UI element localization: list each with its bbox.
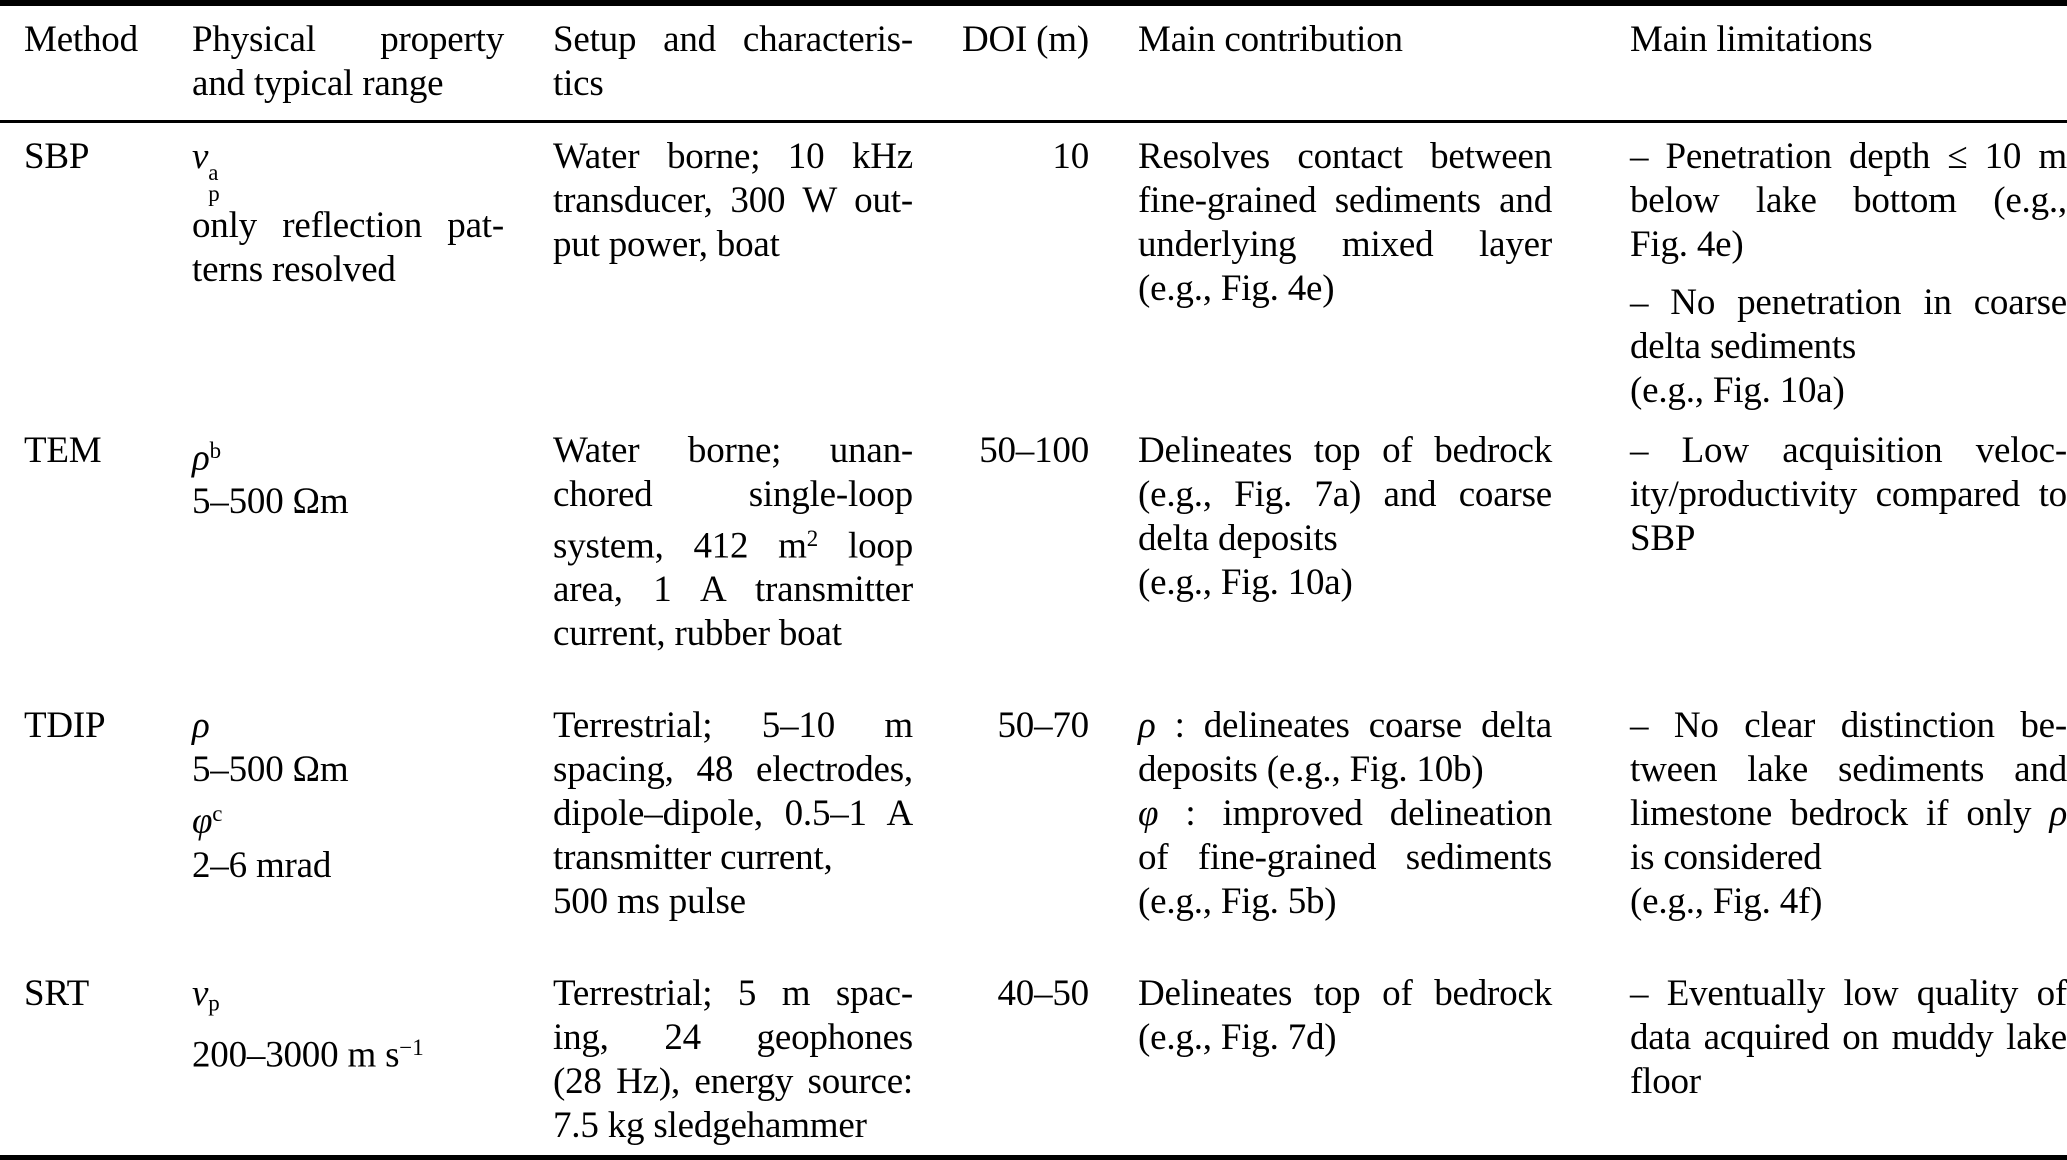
cell-sbp-physical: [192, 122, 553, 418]
cell-sbp-setup: [553, 122, 956, 418]
text-line: Water borne; 10 kHz: [553, 136, 913, 177]
text-line: (e.g., Fig. 10a): [1630, 370, 1845, 411]
text-line: [192, 429, 504, 480]
cell-sbp-contrib: [1138, 122, 1630, 418]
text-line: deposits (e.g., Fig. 10b): [1138, 749, 1484, 791]
cell-tdip-physical: [192, 692, 553, 960]
text-line: and typical range: [192, 63, 444, 104]
text-line: below lake bottom (e.g.,: [1630, 180, 2067, 221]
text-line: (e.g., Fig. 5b): [1138, 881, 1337, 923]
math-symbol: φ: [192, 800, 213, 842]
superscript: 2: [806, 526, 819, 551]
text-line: TEM: [24, 430, 102, 471]
header-row: [0, 3, 2067, 122]
cell-sbp-limit: [1630, 122, 2067, 418]
text-line: – No clear distinction be-: [1630, 705, 2067, 747]
text-line: current, rubber boat: [553, 613, 842, 655]
stack-subscript: p: [208, 181, 220, 207]
text-line: Physical property: [192, 19, 504, 60]
cell-sbp-doi: [956, 122, 1138, 418]
text-line: Terrestrial; 5–10 m: [553, 705, 913, 747]
text-line: (e.g., Fig. 4f): [1630, 881, 1823, 923]
math-symbol: v: [192, 973, 209, 1015]
text-line: (28 Hz), energy source:: [553, 1061, 913, 1103]
text-line: Setup and characteris-: [553, 19, 913, 60]
text-line: – No penetration in coarse: [1630, 282, 2067, 323]
sup-sub-stack: [208, 159, 220, 207]
text-line: of fine-grained sediments: [1138, 837, 1552, 879]
table-header: [0, 3, 2067, 122]
text-line: 7.5 kg sledgehammer: [553, 1105, 867, 1147]
text-line: TDIP: [24, 705, 106, 747]
cell-tdip-contrib: [1138, 692, 1630, 960]
text-line: 50–70: [997, 705, 1089, 747]
cell-tem-setup: [553, 417, 956, 692]
cell-tem-physical: [192, 417, 553, 692]
cell-srt-physical: [192, 960, 553, 1158]
text-line: is considered: [1630, 837, 1822, 879]
text-line: Method: [24, 19, 138, 60]
text-line: SBP: [24, 136, 90, 177]
text-line: ing, 24 geophones: [553, 1017, 913, 1059]
superscript: c: [212, 801, 223, 827]
text-line: 5–500 Ωm: [192, 749, 349, 791]
cell-sbp-method: [0, 122, 192, 418]
text-line: chored single-loop: [553, 474, 913, 515]
column-header-setup: [553, 3, 956, 122]
column-header-limit: [1630, 3, 2067, 122]
text-line: 500 ms pulse: [553, 881, 746, 923]
text-line: fine-grained sediments and: [1138, 180, 1552, 221]
table-row-sbp: [0, 122, 2067, 418]
text-line: 10: [1052, 136, 1089, 177]
cell-tdip-method: [0, 692, 192, 960]
cell-srt-limit: [1630, 960, 2067, 1158]
text-line: Main limitations: [1630, 19, 1873, 60]
text-line: ρ : delineates coarse delta: [1138, 705, 1552, 747]
text-line: delta sediments: [1630, 326, 1857, 367]
text-line: (e.g., Fig. 7d): [1138, 1017, 1337, 1059]
text-line: underlying mixed layer: [1138, 224, 1552, 265]
text-line: Delineates top of bedrock: [1138, 973, 1552, 1015]
table-row-tem: [0, 417, 2067, 692]
subscript: p: [208, 991, 220, 1017]
text-line: [192, 792, 504, 843]
text-line: spacing, 48 electrodes,: [553, 749, 913, 791]
text-line: transmitter current,: [553, 837, 833, 879]
cell-tem-doi: [956, 417, 1138, 692]
cell-tem-contrib: [1138, 417, 1630, 692]
text-line: – Eventually low quality of: [1630, 973, 2067, 1015]
text-line: put power, boat: [553, 224, 780, 265]
column-header-method: [0, 3, 192, 122]
text-line: data acquired on muddy lake: [1630, 1017, 2067, 1059]
text-line: SRT: [24, 973, 90, 1015]
text-line: – Low acquisition veloc-: [1630, 430, 2067, 471]
column-header-physical: [192, 3, 553, 122]
text-line: 40–50: [997, 973, 1089, 1015]
text-line: dipole–dipole, 0.5–1 A: [553, 793, 913, 835]
cell-srt-doi: [956, 960, 1138, 1158]
text-line: [192, 704, 504, 748]
text-line: Water borne; unan-: [553, 430, 913, 471]
cell-tdip-doi: [956, 692, 1138, 960]
cell-tem-limit: [1630, 417, 2067, 692]
text-line: limestone bedrock if only ρ: [1630, 793, 2067, 835]
cell-srt-contrib: [1138, 960, 1630, 1158]
table-body: [0, 122, 2067, 1159]
math-symbol: φ: [1138, 793, 1159, 835]
text-line: SBP: [1630, 518, 1696, 559]
text-line: floor: [1630, 1061, 1701, 1103]
cell-tdip-setup: [553, 692, 956, 960]
text-line: 50–100: [979, 430, 1089, 471]
text-line: Main contribution: [1138, 19, 1403, 60]
text-line: delta deposits: [1138, 518, 1338, 559]
math-symbol: ρ: [192, 705, 210, 747]
text-line: DOI (m): [961, 19, 1089, 60]
math-symbol: ρ: [1138, 705, 1156, 747]
text-line: Delineates top of bedrock: [1138, 430, 1552, 471]
text-line: – Penetration depth ≤ 10 m: [1630, 136, 2067, 177]
math-symbol: ρ: [2049, 793, 2067, 835]
cell-tem-method: [0, 417, 192, 692]
text-line: [192, 972, 504, 1026]
text-line: 5–500 Ωm: [192, 481, 349, 523]
math-symbol: ρ: [192, 437, 210, 479]
text-line: terns resolved: [192, 249, 396, 291]
cell-srt-setup: [553, 960, 956, 1158]
text-line: Terrestrial; 5 m spac-: [553, 973, 913, 1015]
text-line: tics: [553, 63, 604, 104]
text-line: (e.g., Fig. 4e): [1138, 268, 1335, 309]
stack-superscript: a: [208, 159, 219, 185]
math-symbol: v: [192, 136, 209, 177]
text-line: (e.g., Fig. 10a): [1138, 562, 1353, 603]
table-row-srt: [0, 960, 2067, 1158]
superscript: b: [209, 438, 222, 463]
text-line: 2–6 mrad: [192, 844, 332, 886]
text-line: system, 412 $m^2$ loop: [553, 525, 913, 567]
text-line: Resolves contact between: [1138, 136, 1552, 177]
superscript: −1: [399, 1035, 424, 1061]
text-line: φ : improved delineation: [1138, 793, 1552, 835]
cell-srt-method: [0, 960, 192, 1158]
text-line: 200–3000 m $s^{-1}$: [192, 1034, 424, 1076]
text-line: Fig. 4e): [1630, 224, 1744, 265]
text-line: transducer, 300 W out-: [553, 180, 913, 221]
text-line: (e.g., Fig. 7a) and coarse: [1138, 474, 1552, 515]
column-header-doi: [956, 3, 1138, 122]
text-line: only reflection pat-: [192, 205, 504, 247]
text-line: ity/productivity compared to: [1630, 474, 2067, 515]
cell-tdip-limit: [1630, 692, 2067, 960]
text-line: area, 1 A transmitter: [553, 569, 913, 611]
text-line: [192, 135, 504, 207]
table-row-tdip: [0, 692, 2067, 960]
column-header-contrib: [1138, 3, 1630, 122]
text-line: tween lake sediments and: [1630, 749, 2067, 791]
